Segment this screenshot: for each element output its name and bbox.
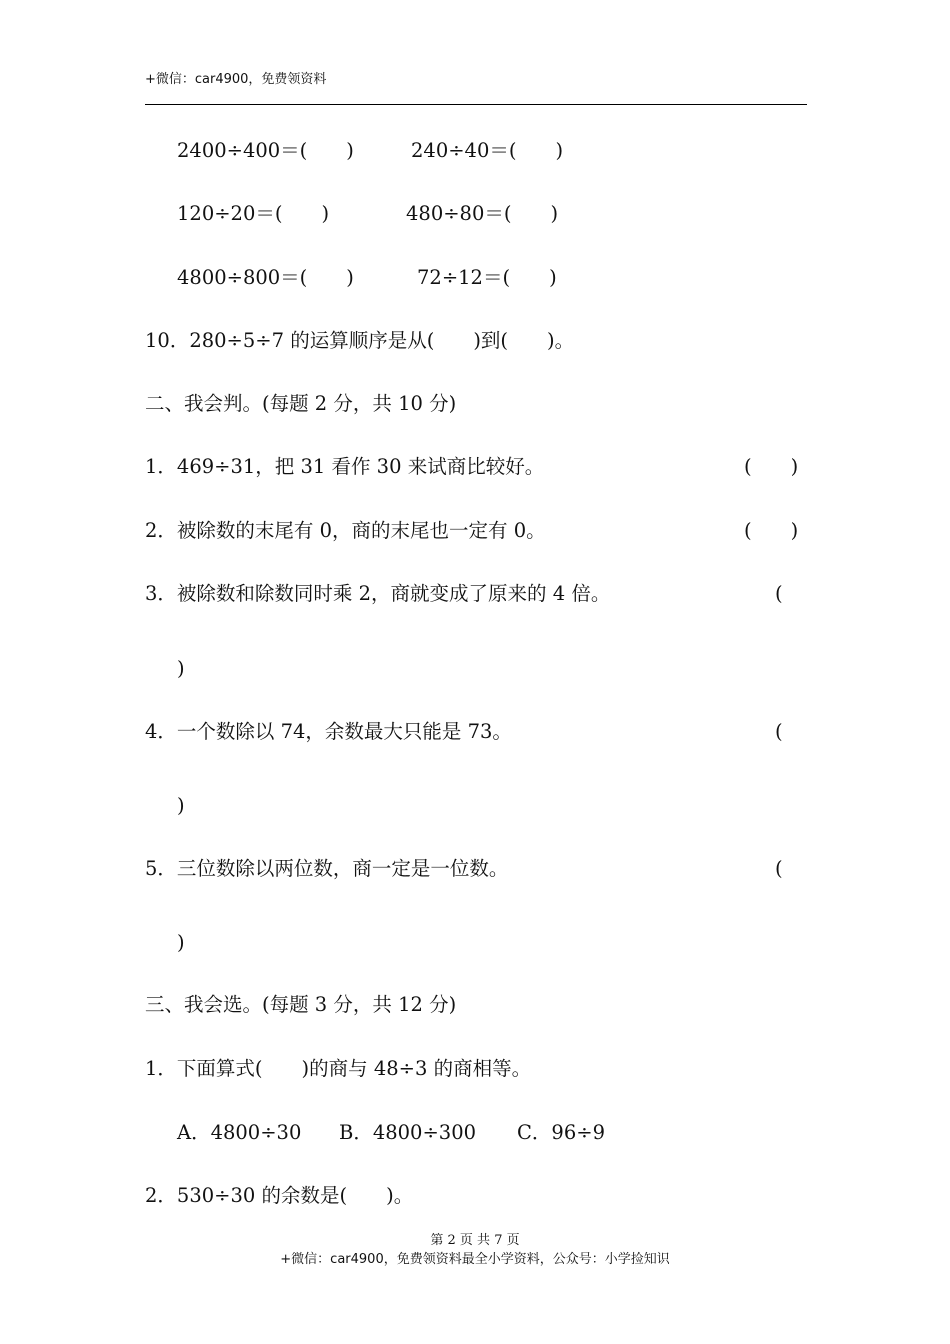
choice-question-1: 1．下面算式( )的商与 48÷3 的商相等。: [145, 1057, 532, 1080]
judge-item-5: 5．三位数除以两位数，商一定是一位数。: [145, 857, 509, 880]
header-divider: [145, 104, 807, 105]
section-3-title: 三、我会选。(每题 3 分，共 12 分): [145, 993, 457, 1016]
judge-item-5-open: (: [775, 857, 783, 880]
judge-item-3-open: (: [775, 582, 783, 605]
judge-item-2: 2．被除数的末尾有 0，商的末尾也一定有 0。: [145, 519, 546, 542]
calc-1-left: 2400÷400＝( ): [177, 139, 354, 162]
judge-item-1: 1．469÷31，把 31 看作 30 来试商比较好。: [145, 455, 545, 478]
judge-item-4-open: (: [775, 720, 783, 743]
judge-item-4: 4．一个数除以 74，余数最大只能是 73。: [145, 720, 512, 743]
calc-2-left: 120÷20＝( ): [177, 202, 330, 225]
judge-item-4-close: ): [177, 794, 185, 817]
judge-item-3-close: ): [177, 657, 185, 680]
choice-option-a: A．4800÷30: [177, 1121, 302, 1144]
header-note: +微信：car4900，免费领资料: [145, 72, 327, 87]
section-2-title: 二、我会判。(每题 2 分，共 10 分): [145, 392, 457, 415]
footer-note: +微信：car4900，免费领资料最全小学资料，公众号：小学捡知识: [280, 1252, 670, 1267]
judge-item-3: 3．被除数和除数同时乘 2，商就变成了原来的 4 倍。: [145, 582, 611, 605]
calc-3-right: 72÷12＝( ): [417, 266, 557, 289]
calc-2-right: 480÷80＝( ): [406, 202, 559, 225]
judge-item-5-close: ): [177, 931, 185, 954]
judge-item-1-bracket: ( ): [744, 455, 799, 478]
choice-option-b: B．4800÷300: [339, 1121, 477, 1144]
calc-3-left: 4800÷800＝( ): [177, 266, 354, 289]
calc-1-right: 240÷40＝( ): [411, 139, 564, 162]
page-number: 第 2 页 共 7 页: [430, 1233, 520, 1248]
judge-item-2-bracket: ( ): [744, 519, 799, 542]
question-10: 10．280÷5÷7 的运算顺序是从( )到( )。: [145, 329, 575, 352]
choice-option-c: C．96÷9: [517, 1121, 605, 1144]
choice-question-2: 2．530÷30 的余数是( )。: [145, 1184, 414, 1207]
